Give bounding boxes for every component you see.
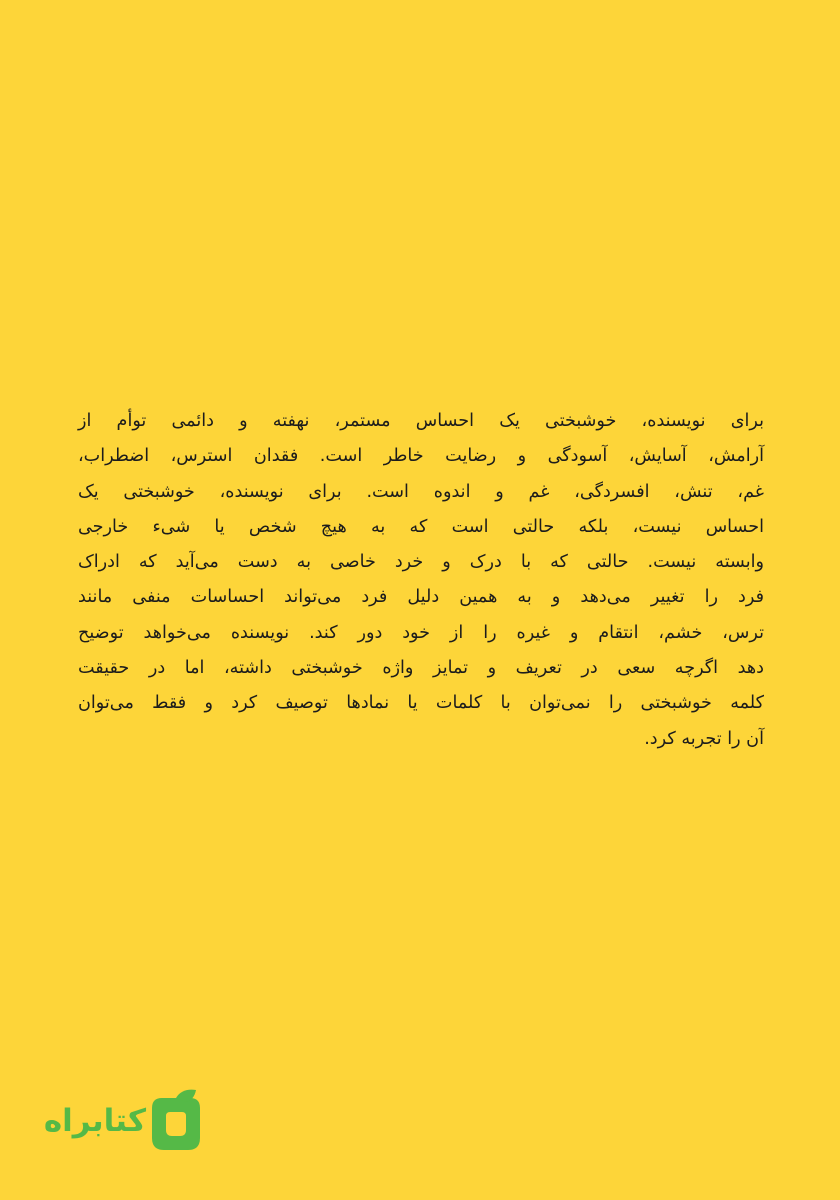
ketabrah-logo [40,1088,212,1158]
description-line-1: برای نویسنده، خوشبختی یک احساس مستمر، نهفته و دائمی توأم از [78,411,764,431]
description-line-5: وابسته نیست. حالتی که با درک و خرد خاصی به دست می‌آید که ادراک [78,552,764,573]
description-line-3: غم، تنش، افسردگی، غم و اندوه است. برای نویسنده، خوشبختی یک [78,481,764,502]
description-line-2: آرامش، آسایش، آسودگی و رضایت خاطر است. فقدان استرس، اضطراب، [78,446,764,467]
description-line-9: کلمه خوشبختی را نمی‌توان با کلمات یا نمادها توصیف کرد و فقط می‌توان [78,693,764,714]
description-line-6: فرد را تغییر می‌دهد و به همین دلیل فرد می‌تواند احساسات منفی مانند [78,587,764,608]
ketabrah-logo-icon [142,1088,212,1158]
description-line-4: احساس نیست، بلکه حالتی است که به هیچ شخص یا شیء خارجی [78,516,764,537]
book-description [78,404,764,757]
description-line-7: ترس، خشم، انتقام و غیره را از خود دور کند. نویسنده می‌خواهد توضیح [78,622,764,643]
description-line-10: آن را تجربه کرد. [644,728,764,749]
description-line-8: دهد اگرچه سعی در تعریف و تمایز واژه خوشبختی داشته، اما در حقیقت [78,658,764,679]
logo-wordmark: کتابراه [43,1103,146,1139]
